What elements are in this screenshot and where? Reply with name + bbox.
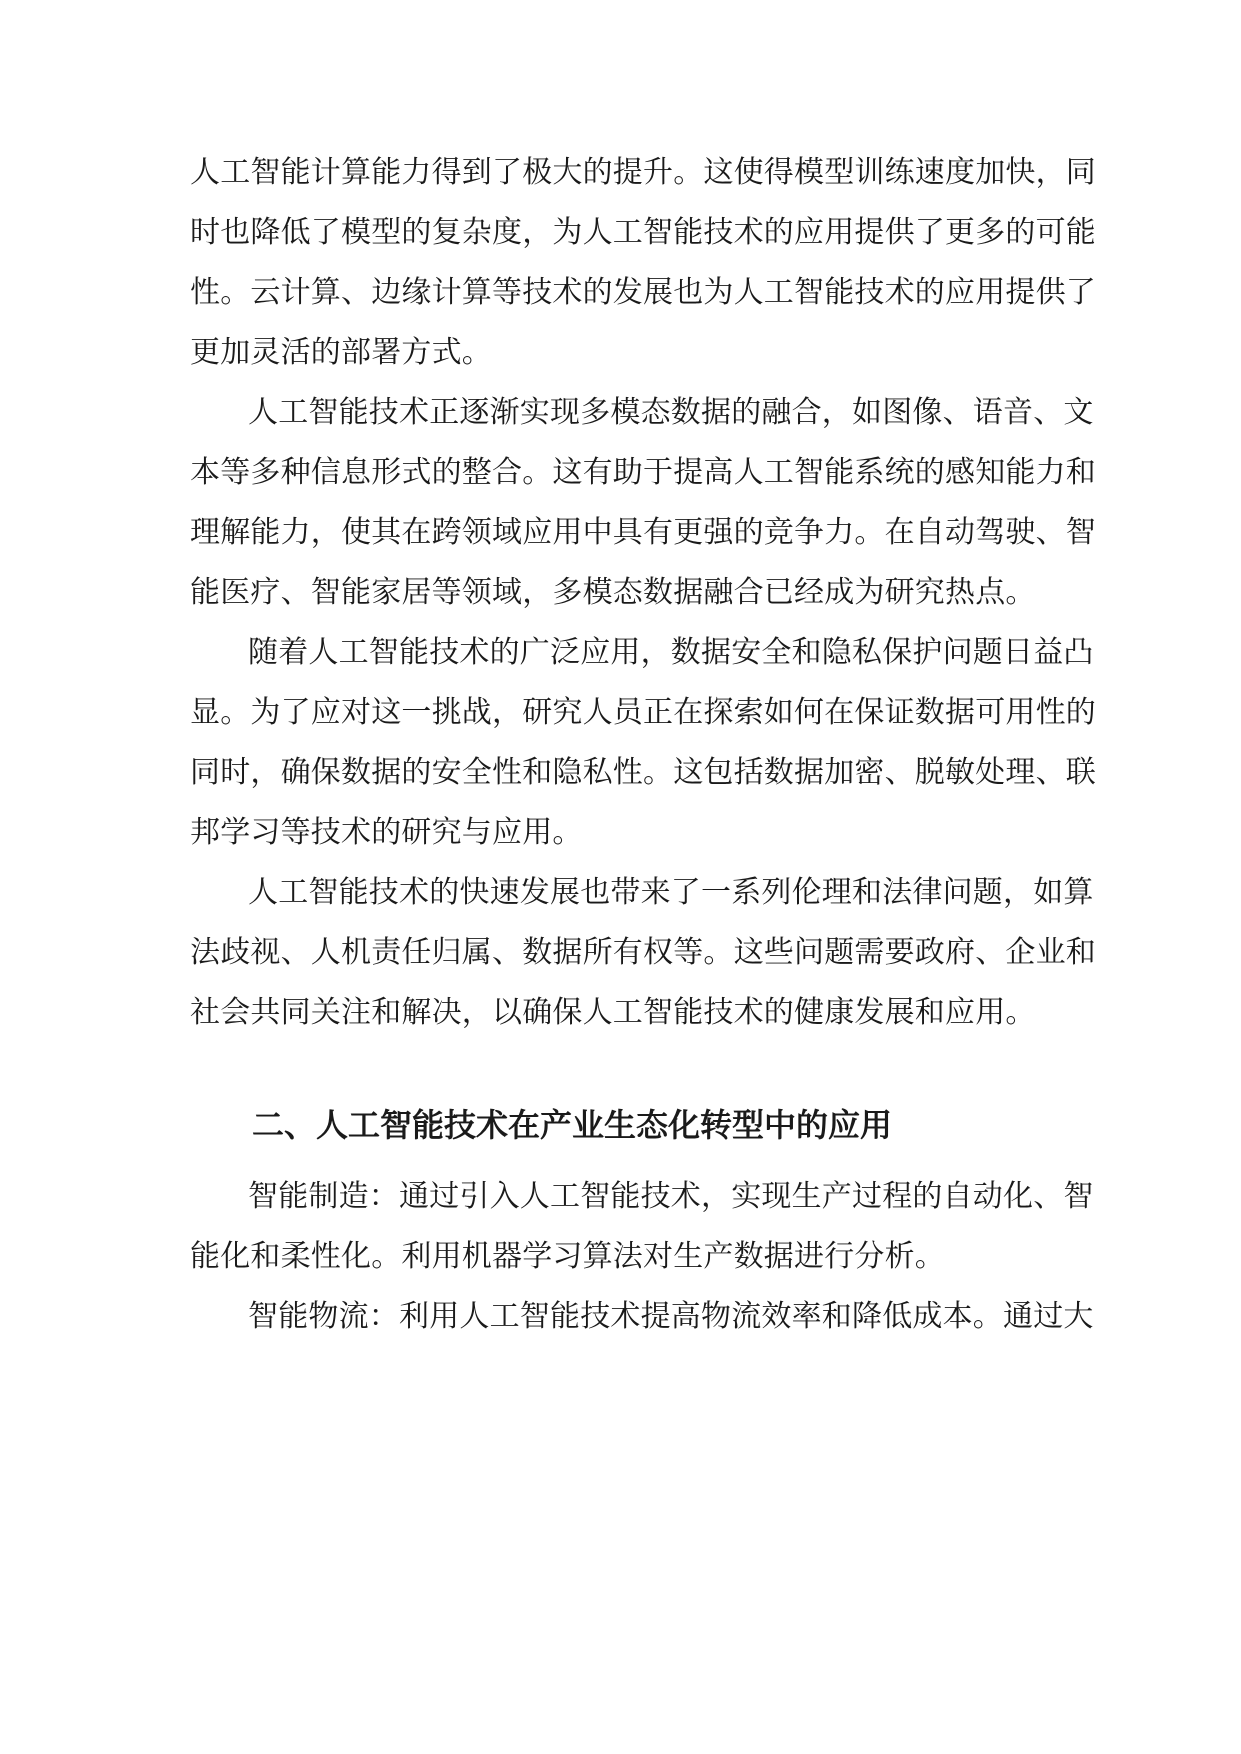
text-line: 时也降低了模型的复杂度，为人工智能技术的应用提供了更多的可能 [190,215,1096,250]
text-line: 显。为了应对这一挑战，研究人员正在探索如何在保证数据可用性的 [190,695,1096,730]
text-line: 邦学习等技术的研究与应用。 [190,815,583,850]
paragraph-4 [190,863,1096,1043]
text-line: 理解能力，使其在跨领域应用中具有更强的竞争力。在自动驾驶、智 [190,515,1096,550]
text-line: 人工智能技术的快速发展也带来了一系列伦理和法律问题，如算 [248,875,1094,910]
text-line: 社会共同关注和解决，以确保人工智能技术的健康发展和应用。 [190,995,1036,1030]
text-line: 随着人工智能技术的广泛应用，数据安全和隐私保护问题日益凸 [248,635,1094,670]
section-paragraph-1 [190,1167,1094,1287]
text-line: 能医疗、智能家居等领域，多模态数据融合已经成为研究热点。 [190,575,1036,610]
section-paragraph-2 [190,1287,1094,1347]
text-line: 人工智能技术正逐渐实现多模态数据的融合，如图像、语音、文 [248,395,1094,430]
section-heading: 二、人工智能技术在产业生态化转型中的应用 [252,1106,893,1144]
paragraph-2 [190,383,1096,623]
text-line: 更加灵活的部署方式。 [190,335,492,370]
text-line: 法歧视、人机责任归属、数据所有权等。这些问题需要政府、企业和 [190,935,1096,970]
document-body [190,143,1096,1347]
text-line: 智能制造：通过引入人工智能技术，实现生产过程的自动化、智 [248,1179,1094,1214]
text-line: 同时，确保数据的安全性和隐私性。这包括数据加密、脱敏处理、联 [190,755,1096,790]
text-line: 智能物流：利用人工智能技术提高物流效率和降低成本。通过大 [248,1299,1094,1334]
text-line: 本等多种信息形式的整合。这有助于提高人工智能系统的感知能力和 [190,455,1096,490]
paragraph-3 [190,623,1096,863]
paragraph-1 [190,143,1096,383]
text-line: 性。云计算、边缘计算等技术的发展也为人工智能技术的应用提供了 [190,275,1096,310]
text-line: 能化和柔性化。利用机器学习算法对生产数据进行分析。 [190,1239,945,1274]
text-line: 人工智能计算能力得到了极大的提升。这使得模型训练速度加快，同 [190,155,1096,190]
